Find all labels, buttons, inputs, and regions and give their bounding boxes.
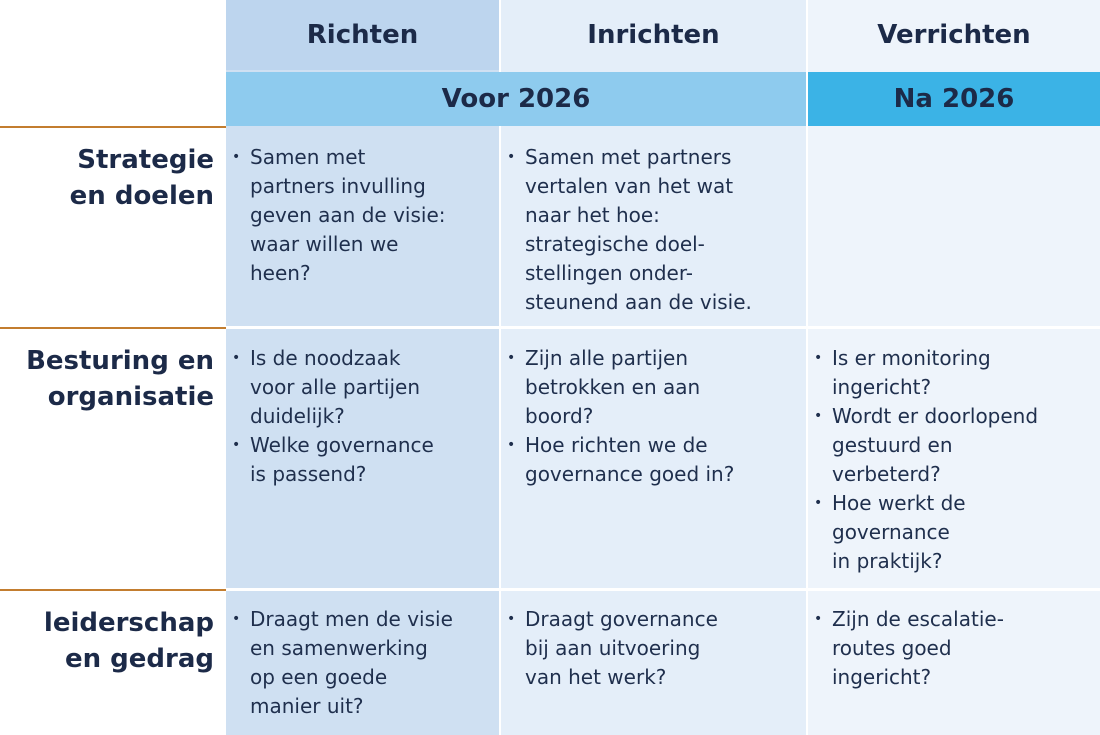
period-na-2026: Na 2026 (808, 72, 1100, 126)
list-item: • Draagt governance bij aan uitvoering van het werk? (503, 605, 803, 692)
period-voor-2026: Voor 2026 (226, 72, 806, 126)
bullet-list (503, 344, 803, 489)
list-item: • Zijn alle partijen betrokken en aan boord? (503, 344, 803, 431)
row-rule-strategie (0, 126, 226, 128)
cell-besturing-richten (228, 344, 496, 489)
bullet-list (228, 605, 496, 721)
list-item: • Is er monitoring ingericht? (810, 344, 1098, 402)
bullet-list (503, 605, 803, 692)
cell-leiderschap-inrichten (503, 605, 803, 692)
cell-strategie-richten (228, 143, 496, 288)
list-item: • Draagt men de visie en samenwerking op een goede manier uit? (228, 605, 496, 721)
list-item: • Welke governance is passend? (228, 431, 496, 489)
row-separator (226, 326, 1100, 329)
row-separator (226, 588, 1100, 591)
cell-besturing-inrichten (503, 344, 803, 489)
row-header-besturing: Besturing en organisatie (26, 346, 214, 412)
list-item: • Samen met partners vertalen van het wat naar het hoe: strategische doel- stellingen onder- steunend aan de visie. (503, 143, 803, 317)
bullet-list (503, 143, 803, 317)
column-header-richten: Richten (226, 0, 499, 70)
row-rule-besturing (0, 327, 226, 329)
bullet-list (228, 344, 496, 489)
row-header-leiderschap: leiderschap en gedrag (43, 608, 214, 674)
list-item: • Zijn de escalatie- routes goed ingericht? (810, 605, 1098, 692)
list-item: • Wordt er doorlopend gestuurd en verbeterd? (810, 402, 1098, 489)
bullet-list (810, 344, 1098, 576)
cell-besturing-verrichten (810, 344, 1098, 576)
column-header-inrichten: Inrichten (501, 0, 806, 70)
list-item: • Samen met partners invulling geven aan de visie: waar willen we heen? (228, 143, 496, 288)
cell-leiderschap-verrichten (810, 605, 1098, 692)
cell-leiderschap-richten (228, 605, 496, 721)
list-item: • Is de noodzaak voor alle partijen duidelijk? (228, 344, 496, 431)
bullet-list (810, 605, 1098, 692)
cell-strategie-inrichten (503, 143, 803, 317)
list-item: • Hoe werkt de governance in praktijk? (810, 489, 1098, 576)
column-header-verrichten: Verrichten (808, 0, 1100, 70)
bullet-list (228, 143, 496, 288)
row-rule-leiderschap (0, 589, 226, 591)
row-header-strategie: Strategie en doelen (69, 145, 214, 211)
list-item: • Hoe richten we de governance goed in? (503, 431, 803, 489)
